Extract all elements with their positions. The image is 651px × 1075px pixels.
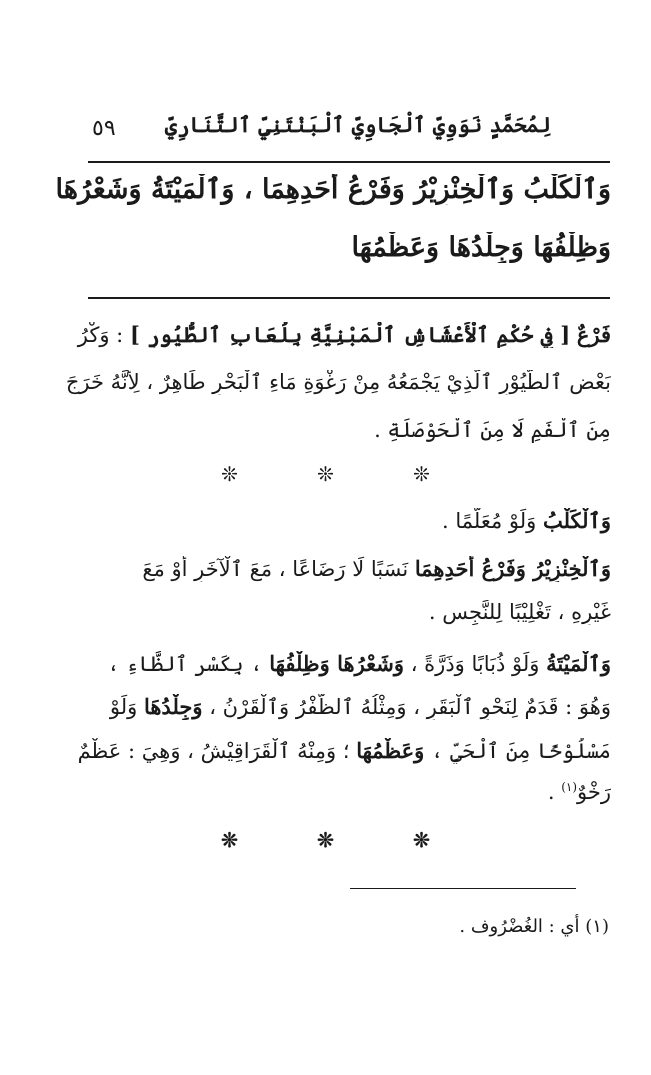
- far-line-2: بَعْضِ ٱلطُّيُوْرِ ٱلَّذِيْ يَجْمَعُهُ مِنْ رَغْوَةِ مَاءِ ٱلْبَحْرِ طَاهِرٌ ، لِأَنَّهُ خَرَجَ: [65, 370, 611, 394]
- matn-quote: وَٱلْكَلْبُ: [542, 508, 611, 533]
- commentary-text: وَلَوْ مُعَلَّمًا .: [442, 509, 537, 533]
- star-icon: ❊: [317, 462, 334, 486]
- star-icon: ❊: [413, 462, 430, 486]
- footnote-rule: [350, 888, 576, 889]
- far-title: [ فِي حُكْمِ ٱلْأَعْشَاشِ ٱلْمَبْنِيَّةِ بِلُعَابِ ٱلطُّيُورِ ]: [129, 322, 571, 347]
- matn-line-2: وَظِلْفُهَا وَجِلْدُهَا وَعَظْمُهَا: [351, 232, 611, 263]
- matn-separator-rule: [88, 297, 610, 299]
- far-line-3: مِنَ ٱلْفَمِ لَا مِنَ ٱلْحَوْصَلَةِ .: [374, 418, 611, 442]
- commentary-line-1: [40, 508, 611, 534]
- star-separator: [0, 462, 651, 486]
- matn-quote: وَٱلْمَيْتَةُ: [546, 651, 611, 676]
- commentary-line-7: [40, 780, 611, 805]
- star-icon: ❊: [221, 828, 238, 852]
- commentary-text: .: [547, 780, 555, 804]
- running-head: لِمُحَمَّدٍ نَوَوِيِّ ٱلْجَاوِيِّ ٱلْبَنْتَنِيِّ ٱلتَّنَارِيِّ: [164, 112, 551, 137]
- commentary-line-2: [40, 556, 611, 582]
- commentary-line-5: [40, 694, 611, 720]
- far-line-1: [40, 322, 611, 348]
- matn-line-1: وَٱلْكَلْبُ وَٱلْخِنْزِيْرُ وَفَرْعُ أَحَدِهِمَا ، وَٱلْمَيْتَةُ وَشَعْرُهَا: [55, 174, 611, 205]
- commentary-text: ؛ وَمِنْهُ ٱلْقَرَاقِيْشُ ، وَهِيَ : عَظْمٌ: [77, 739, 350, 763]
- commentary-text: وَلَوْ: [109, 695, 138, 719]
- footnote: [459, 916, 609, 937]
- star-separator: [0, 828, 651, 852]
- commentary-text: ، بِكَسْرِ ٱلظَّاءِ ،: [107, 652, 263, 676]
- commentary-line-6: [40, 738, 611, 764]
- star-icon: ❊: [221, 462, 238, 486]
- commentary-text: رَخْوٌ: [577, 780, 611, 804]
- header-rule: [88, 161, 610, 163]
- matn-quote: وَشَعْرُهَا وَظِلْفُهَا: [269, 651, 405, 676]
- commentary-text: وَهُوَ : قَدَمٌ لِنَحْوِ ٱلْبَقَرِ ، وَمِثْلُهُ ٱلظُّفْرُ وَٱلْقَرْنُ ،: [209, 695, 611, 719]
- matn-quote: وَجِلْدُهَا: [143, 694, 203, 719]
- far-label: فَرْعٌ: [576, 322, 611, 347]
- page-number: ٥٩: [92, 116, 116, 141]
- footnote-marker: (١): [585, 916, 609, 937]
- footnote-text: أي : الغُضْرُوف .: [459, 916, 580, 937]
- commentary-text: مَسْلُوْخًا مِنَ ٱلْحَيِّ ،: [431, 739, 611, 763]
- commentary-line-4: [40, 651, 611, 677]
- matn-quote: وَٱلْخِنْزِيْرُ وَفَرْعُ أَحَدِهِمَا: [414, 556, 611, 581]
- matn-quote: وَعَظْمُهَا: [356, 738, 425, 763]
- far-line-1-rest: : وَكْرُ: [77, 323, 124, 347]
- star-icon: ❊: [317, 828, 334, 852]
- commentary-text: نَسَبًا لَا رَضَاعًا ، مَعَ ٱلْآخَرِ أَوْ مَعَ: [142, 557, 409, 581]
- footnote-ref[interactable]: (١): [561, 780, 578, 794]
- star-icon: ❊: [413, 828, 430, 852]
- commentary-text: وَلَوْ ذُبَابًا وَذَرَّةً ،: [410, 652, 540, 676]
- commentary-line-3: غَيْرِهِ ، تَغْلِيْبًا لِلنَّجِسِ .: [428, 600, 611, 624]
